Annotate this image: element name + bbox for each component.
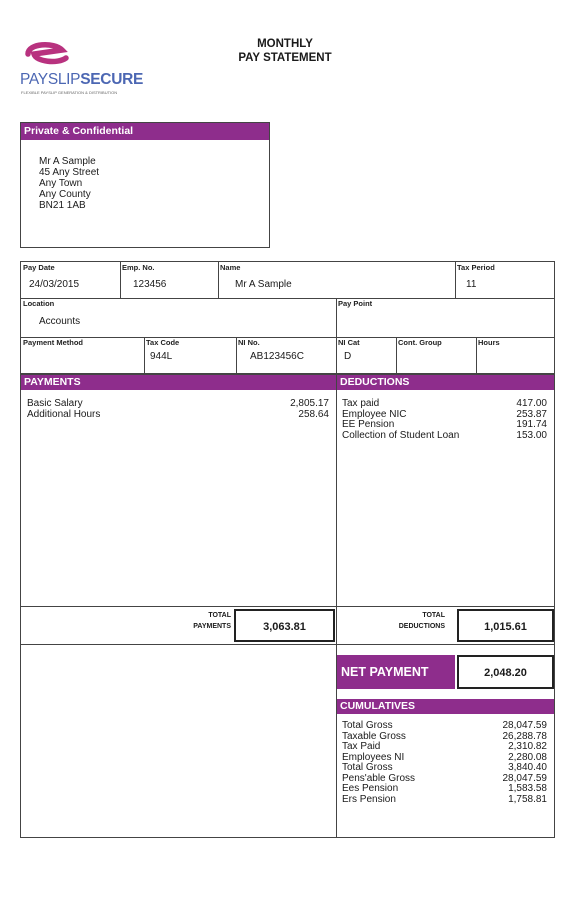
location-value: Accounts <box>39 316 81 327</box>
list-item <box>342 784 547 795</box>
tax-code-value: 944L <box>150 351 173 362</box>
total-payments-label-1: TOTAL <box>208 612 231 619</box>
cumulative-label: Total Gross <box>342 720 393 731</box>
title-line2: PAY STATEMENT <box>238 52 332 64</box>
list-item <box>342 742 547 753</box>
deduction-amount: 253.87 <box>516 408 547 420</box>
ni-cat-value: D <box>344 351 352 362</box>
deduction-amount: 417.00 <box>516 398 547 409</box>
list-item <box>342 399 547 410</box>
tax-period-value: 11 <box>466 279 477 290</box>
total-deductions-label <box>371 610 445 632</box>
deductions-list <box>342 399 547 441</box>
list-item <box>342 420 547 431</box>
name-cell <box>218 262 455 298</box>
address-header: Private & Confidential <box>21 123 269 140</box>
brand-name <box>20 71 143 89</box>
address-box <box>20 122 270 248</box>
cumulative-label: Ers Pension <box>342 793 396 805</box>
payments-header: PAYMENTS <box>21 375 336 390</box>
hours-cell <box>476 337 554 373</box>
emp-no-value: 123456 <box>133 279 167 290</box>
address-line: 45 Any Street <box>39 167 100 178</box>
ni-no-label: NI No. <box>238 338 260 347</box>
cumulative-amount: 26,288.78 <box>502 730 547 742</box>
deduction-label: Tax paid <box>342 398 380 409</box>
payment-amount: 2,805.17 <box>290 398 329 409</box>
cumulative-amount: 2,310.82 <box>508 741 547 752</box>
tax-code-cell <box>144 337 236 373</box>
page-title <box>200 37 370 65</box>
net-payment-label: NET PAYMENT <box>337 655 455 689</box>
pay-date-cell <box>21 262 120 298</box>
cumulative-label: Ees Pension <box>342 783 399 794</box>
cumulative-label: Pens'able Gross <box>342 772 416 784</box>
cumulative-amount: 1,583.58 <box>508 783 547 794</box>
name-label: Name <box>220 263 241 272</box>
total-deductions-label-2: DEDUCTIONS <box>398 623 445 630</box>
cumulatives-list <box>342 721 547 805</box>
total-payments-label <box>161 610 231 632</box>
ni-no-cell <box>236 337 336 373</box>
list-item <box>342 763 547 774</box>
emp-no-cell <box>120 262 218 298</box>
list-item <box>27 410 329 421</box>
location-cell <box>21 298 336 337</box>
cumulative-label: Employees NI <box>342 751 405 763</box>
location-label: Location <box>23 299 55 308</box>
cumulatives-header: CUMULATIVES <box>337 699 554 714</box>
deduction-label: Employee NIC <box>342 408 407 420</box>
total-deductions-label-1: TOTAL <box>422 612 445 619</box>
deduction-amount: 153.00 <box>516 429 547 441</box>
pay-date-label: Pay Date <box>23 263 55 272</box>
list-item <box>342 721 547 732</box>
total-payments-box <box>234 609 335 642</box>
ni-cat-cell <box>336 337 396 373</box>
statement-body <box>20 374 555 838</box>
brand-logo-icon <box>20 38 80 70</box>
pay-point-label: Pay Point <box>338 299 373 308</box>
payment-label: Basic Salary <box>27 398 83 409</box>
total-deductions-box <box>457 609 554 642</box>
title-line1: MONTHLY <box>257 38 313 50</box>
net-payment-value: 2,048.20 <box>484 667 527 679</box>
emp-no-label: Emp. No. <box>122 263 155 272</box>
brand-tagline: FLEXIBLE PAYSLIP GENERATION & DISTRIBUTION <box>21 90 118 95</box>
pay-date-value: 24/03/2015 <box>29 279 80 290</box>
cumulative-amount: 28,047.59 <box>502 720 547 731</box>
payment-amount: 258.64 <box>298 408 329 420</box>
address-lines <box>39 156 99 211</box>
payment-label: Additional Hours <box>27 408 101 420</box>
cumulative-amount: 1,758.81 <box>508 793 547 805</box>
deduction-label: Collection of Student Loan <box>342 429 460 441</box>
pay-point-cell <box>336 298 554 337</box>
list-item <box>342 795 547 806</box>
payment-method-label: Payment Method <box>23 338 84 347</box>
address-line: Any Town <box>39 178 83 189</box>
cumulative-label: Total Gross <box>342 762 393 773</box>
ni-cat-label: NI Cat <box>338 338 360 347</box>
deductions-header: DEDUCTIONS <box>337 375 554 390</box>
cumulative-amount: 3,840.40 <box>508 762 547 773</box>
tax-code-label: Tax Code <box>146 338 180 347</box>
address-line: Any County <box>39 189 91 200</box>
tax-period-cell <box>455 262 554 298</box>
brand-name-a: PAYSLIP <box>20 71 81 88</box>
ni-no-value: AB123456C <box>250 351 304 362</box>
total-deductions-value: 1,015.61 <box>484 621 527 633</box>
list-item <box>342 431 547 442</box>
cumulative-amount: 2,280.08 <box>508 751 547 763</box>
cont-group-label: Cont. Group <box>398 338 442 347</box>
total-payments-label-2: PAYMENTS <box>193 623 231 630</box>
info-grid <box>20 261 555 374</box>
total-payments-value: 3,063.81 <box>263 621 306 633</box>
brand-name-b: SECURE <box>80 71 144 88</box>
address-line: Mr A Sample <box>39 156 96 167</box>
cumulative-label: Tax Paid <box>342 741 381 752</box>
tax-period-label: Tax Period <box>457 263 495 272</box>
deduction-label: EE Pension <box>342 419 395 430</box>
name-value: Mr A Sample <box>235 279 292 290</box>
brand-logo <box>20 38 155 100</box>
cumulative-amount: 28,047.59 <box>502 772 547 784</box>
list-item <box>27 399 329 410</box>
net-payment-box <box>457 655 554 689</box>
address-line: BN21 1AB <box>39 200 86 211</box>
payment-method-cell <box>21 337 144 373</box>
hours-label: Hours <box>478 338 500 347</box>
deduction-amount: 191.74 <box>516 419 547 430</box>
cumulative-label: Taxable Gross <box>342 730 406 742</box>
cont-group-cell <box>396 337 476 373</box>
payments-list <box>27 399 329 420</box>
